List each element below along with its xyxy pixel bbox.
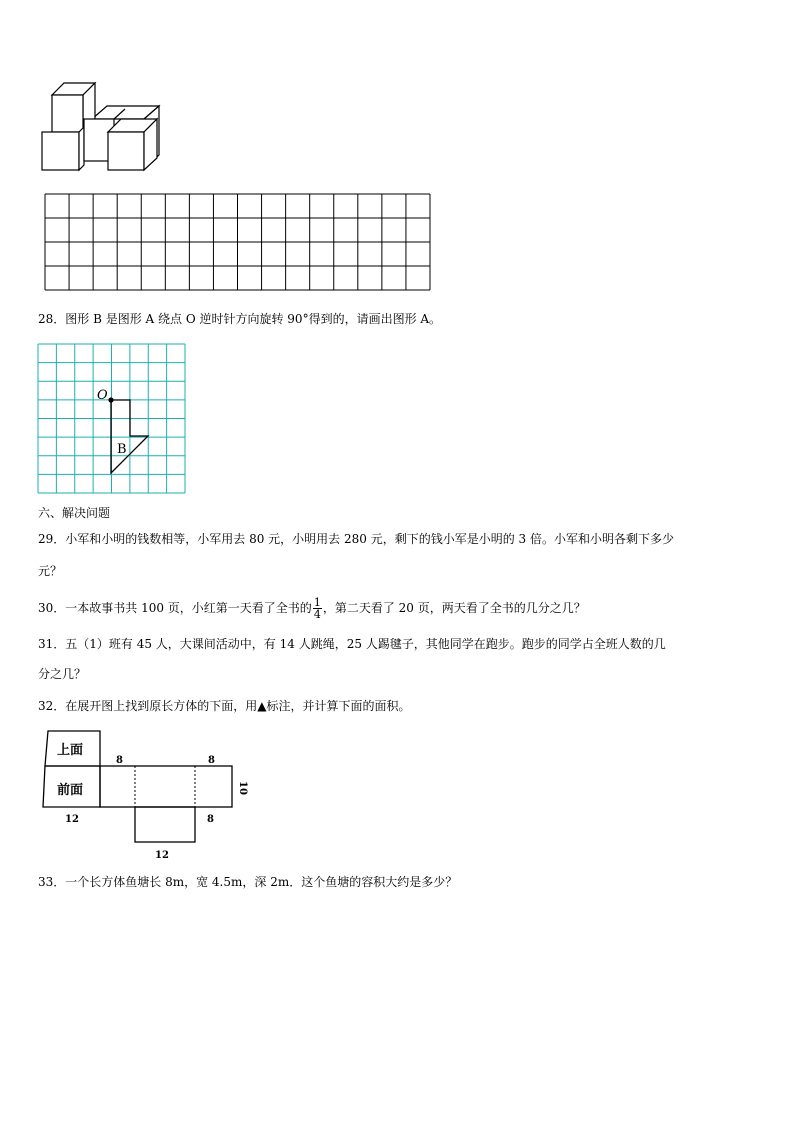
point-o	[108, 397, 113, 402]
fraction-one-quarter	[313, 597, 322, 620]
dim-8-a: 8	[116, 755, 123, 766]
fraction-denominator: 4	[313, 608, 321, 621]
dim-8-b: 8	[208, 755, 215, 766]
dim-12-b: 12	[155, 850, 169, 861]
question-33: 33．一个长方体鱼塘长 8m，宽 4.5m，深 2m．这个鱼塘的容积大约是多少？	[38, 875, 458, 889]
question-31-line1: 31．五（1）班有 45 人，大课间活动中，有 14 人跳绳，25 人踢毽子，其他同学在跑步。跑步的同学占全班人数的几	[38, 637, 666, 651]
top-face-label: 上面	[57, 743, 84, 758]
question-28: 28．图形 B 是图形 A 绕点 O 逆时针方向旋转 90°得到的，请画出图形 A。	[38, 312, 442, 326]
net-figure	[38, 728, 260, 868]
section-title: 六、解决问题	[38, 506, 111, 520]
dim-12-a: 12	[65, 814, 79, 825]
rotation-grid-figure	[37, 343, 187, 495]
question-30	[38, 597, 586, 620]
answer-grid	[44, 193, 431, 291]
cube-figure	[40, 82, 165, 174]
question-29-line2: 元？	[38, 564, 63, 578]
shape-b-label: B	[117, 442, 127, 457]
question-30-after: ，第二天看了 20 页，两天看了全书的几分之几？	[322, 601, 586, 615]
point-o-label: O	[97, 388, 108, 403]
dim-10: 10	[237, 781, 248, 795]
front-face-label: 前面	[57, 783, 84, 798]
question-32: 32．在展开图上找到原长方体的下面，用▲标注，并计算下面的面积。	[38, 699, 411, 713]
question-31-line2: 分之几？	[38, 667, 87, 681]
question-30-before: 30．一本故事书共 100 页，小红第一天看了全书的	[38, 601, 312, 615]
question-29-line1: 29．小军和小明的钱数相等，小军用去 80 元，小明用去 280 元，剩下的钱小军是小明的 3 倍。小军和小明各剩下多少	[38, 532, 674, 546]
dim-8-c: 8	[207, 814, 214, 825]
fraction-numerator: 1	[313, 596, 321, 609]
